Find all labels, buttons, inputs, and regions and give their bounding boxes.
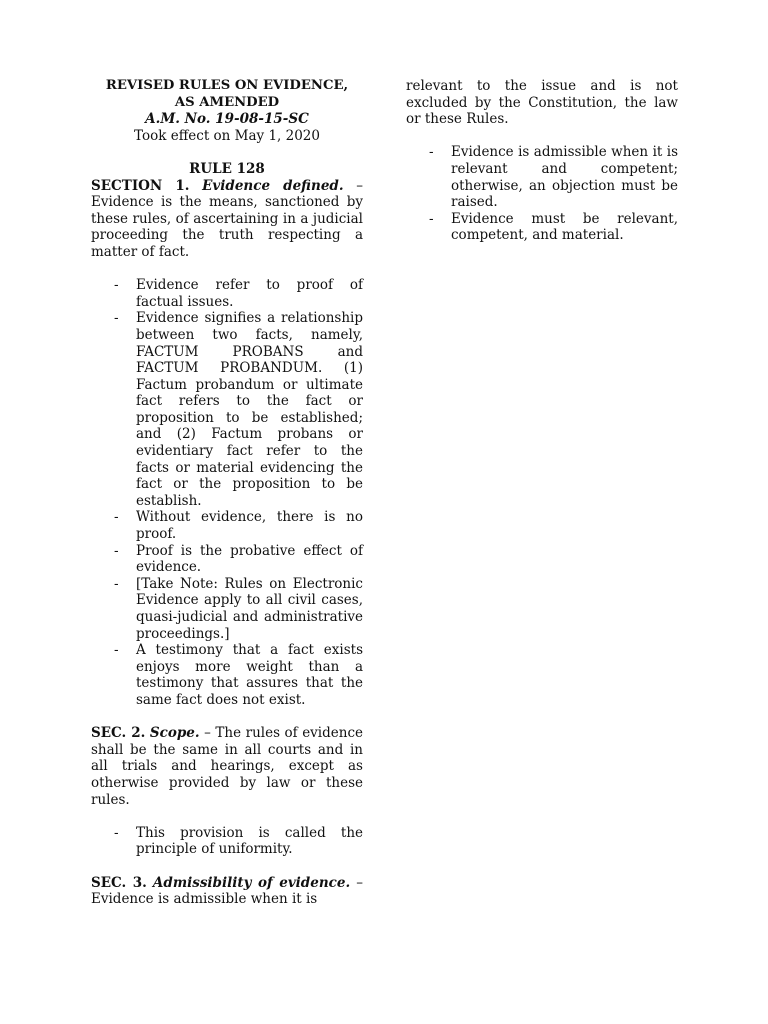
document-title-line2: AS AMENDED	[174, 94, 280, 110]
section-3-notes	[406, 144, 678, 244]
document-title-line1: REVISED RULES ON EVIDENCE,	[105, 78, 349, 93]
am-number: A.M. No. 19-08-15-SC	[145, 111, 309, 128]
right-column	[406, 78, 678, 244]
section-1-notes	[91, 277, 363, 708]
section-3-continued: relevant to the issue and is not excluded by the Constitution, the law or these Rules.	[406, 78, 678, 128]
section-2-label: SEC. 2.	[91, 725, 146, 742]
section-3-paragraph	[91, 875, 363, 908]
list-item: - A testimony that a fact exists enjoys more weight than a testimony that assures that the same fact does not exist.	[91, 642, 363, 708]
section-2-heading: Scope.	[149, 725, 200, 742]
section-3-heading: Admissibility of evidence.	[152, 874, 351, 891]
section-3-body: – Evidence is admissible when it is	[91, 874, 363, 908]
section-1-paragraph	[91, 178, 363, 261]
section-2-paragraph	[91, 725, 363, 808]
section-1-label: SECTION 1.	[91, 177, 190, 194]
section-2-notes	[91, 825, 363, 858]
list-item: - Evidence refer to proof of factual issues.	[91, 277, 363, 310]
section-2-body: – The rules of evidence shall be the same in all courts and in all trials and hearings, except as otherwise provided by law or these rules.	[91, 725, 364, 808]
list-item: - Without evidence, there is no proof.	[91, 509, 363, 542]
list-item: - Proof is the probative effect of evidence.	[91, 543, 363, 576]
list-item: - [Take Note: Rules on Electronic Evidence apply to all civil cases, quasi-judicial and administrative proceedings.]	[91, 576, 363, 642]
list-item: - Evidence must be relevant, competent, and material.	[406, 211, 678, 244]
left-column	[91, 78, 363, 908]
effectivity-date: Took effect on May 1, 2020	[134, 127, 320, 144]
list-item: - Evidence signifies a relationship between two facts, namely, FACTUM PROBANS and FACTUM PROBANDUM. (1) Factum probandum or ultimate fact refers to the fact or proposition to be established; and (2) Factum probans or evidentiary fact refer to the facts or material evidencing the fact or the proposition to be establish.	[91, 310, 363, 509]
section-1-heading: Evidence defined.	[202, 177, 344, 194]
rule-heading: RULE 128	[189, 160, 265, 177]
section-3-label: SEC. 3.	[91, 874, 147, 891]
list-item: - This provision is called the principle of uniformity.	[91, 825, 363, 858]
section-1-body: – Evidence is the means, sanctioned by these rules, of ascertaining in a judicial proceeding the truth respecting a matter of fact.	[91, 177, 363, 260]
list-item: - Evidence is admissible when it is relevant and competent; otherwise, an objection must be raised.	[406, 144, 678, 210]
